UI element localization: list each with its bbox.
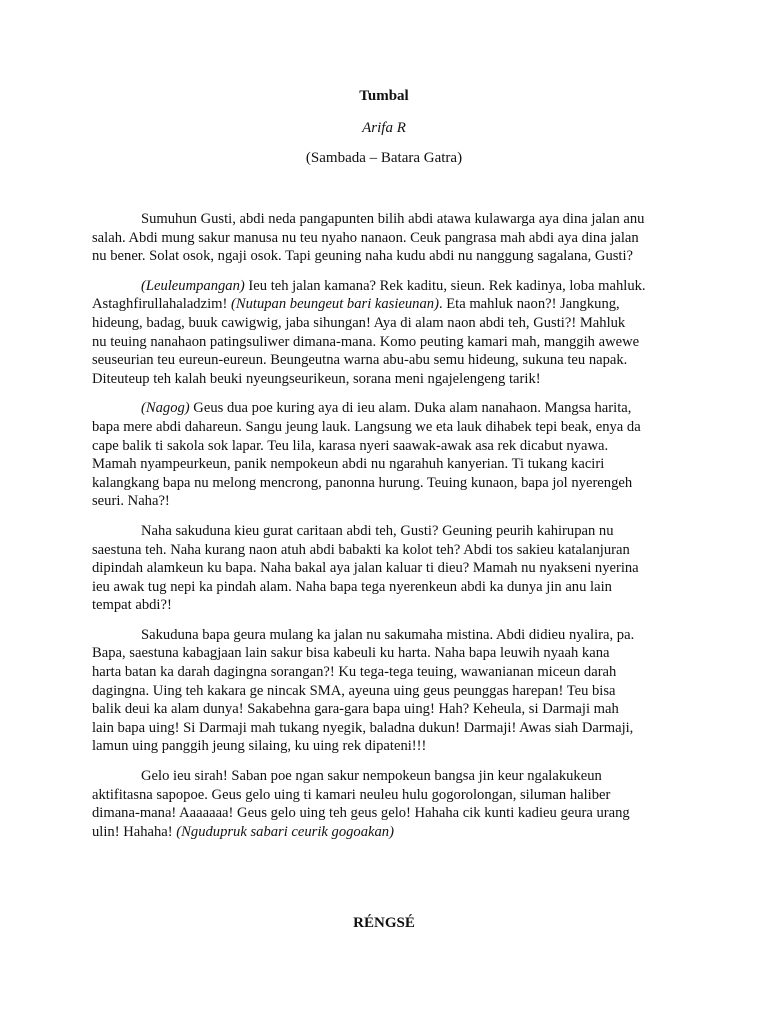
stage-direction: (Nutupan beungeut bari kasieunan) (231, 296, 439, 313)
document-body (92, 210, 680, 852)
paragraph-text: Geus dua poe kuring aya di ieu alam. Duka alam nanahaon. Mangsa harita, bapa mere abdi dahareun. Sangu jeung lauk. Langsung we eta lauk dihabek tepi beak, enya da cape balik ti sakola sok lapar. Teu lila, karasa nyeri saawak-awak asa rek dicabut nyawa. Mamah nyampeurkeun, panik nempokeun abdi nu ngarahuh kanyerian. Ti tukang kaciri kalangkang bapa nu melong mencrong, panonna hurung. Teuing kunaon, bapa jol nyerengeh seuri. Naha?! (92, 400, 641, 510)
paragraph-1 (92, 210, 680, 266)
paragraph-6 (92, 767, 680, 841)
paragraph-text: Gelo ieu sirah! Saban poe ngan sakur nempokeun bangsa jin keur ngalakukeun aktifitasna sapopoe. Geus gelo uing ti kamari neuleu hulu gogorolongan, siluman haliber dimana-mana! Aaaaaaa! Geus gelo uing teh geus gelo! Hahaha cik kunti kadieu geura urang ulin! Hahaha! (92, 768, 630, 840)
stage-direction: (Leuleumpangan) (141, 277, 245, 294)
paragraph-2 (92, 277, 680, 389)
paragraph-4 (92, 522, 680, 615)
closing-mark: RÉNGSÉ (353, 915, 415, 931)
paragraph-text: Naha sakuduna kieu gurat caritaan abdi teh, Gusti? Geuning peurih kahirupan nu saestuna teh. Naha kurang naon atuh abdi babakti ka kolot teh? Abdi tos sakieu katalanjuran dipindah alamkeun ku bapa. Naha bakal aya jalan kaluar ti dieu? Mamah nu nyakseni nyerina ieu awak tug nepi ka pindah alam. Naha bapa tega nyerenkeun abdi ka dunya jin anu lain tempat abdi?! (92, 522, 639, 614)
paragraph-text: Sumuhun Gusti, abdi neda pangapunten bilih abdi atawa kulawarga aya dina jalan anu salah. Abdi mung sakur manusa nu teu nyaho nanaon. Ceuk pangrasa mah abdi aya dina jalan nu bener. Solat osok, ngaji osok. Tapi geuning naha kudu abdi nu nanggung sagalana, Gusti? (92, 211, 645, 265)
stage-direction: (Nagog) (141, 400, 190, 417)
paragraph-5 (92, 626, 680, 756)
paragraph-3 (92, 399, 680, 511)
paragraph-text: Ieu teh jalan kamana? Rek kaditu, sieun. Rek kadinya, loba mahluk. Astaghfirullahaladzim! (92, 277, 646, 313)
paragraph-text: . Eta mahluk naon?! Jangkung, hideung, badag, buuk cawigwig, jaba sihungan! Aya di alam naon abdi teh, Gusti?! Mahluk nu teuing nanahaon patingsuliwer dimana-mana. Komo peuting kamari mah, manggih awewe seuseurian teu eureun-eureun. Beungeutna warna abu-abu semu hideung, sukuna teu napak. Diteuteup teh kalah beuki nyeungseurikeun, sorana meni ngajelengeng tarik! (92, 296, 640, 387)
paragraph-text: Sakuduna bapa geura mulang ka jalan nu sakumaha mistina. Abdi didieu nyalira, pa. Bapa, saestuna kabagjaan lain sakur bisa kabeuli ku harta. Naha bapa leuwih nyaah kana harta batan ka darah dagingna sorangan?! Ku tega-tega teuing, wawanianan miceun darah dagingna. Uing teh kakara ge nincak SMA, ayeuna uing geus peunggas harepan! Teu bisa balik deui ka alam dunya! Sakabehna gara-gara bapa uing! Hah? Keheula, si Darmaji mah lain bapa uing! Si Darmaji mah tukang nyegik, baladna dukun! Darmaji! Awas siah Darmaji, lamun uing panggih jeung silaing, ku uing rek dipateni!!! (92, 626, 635, 755)
document-author: Arifa R (362, 120, 406, 136)
document-title: Tumbal (359, 88, 409, 104)
document-source: (Sambada – Batara Gatra) (305, 150, 463, 166)
stage-direction: (Ngudupruk sabari ceurik gogoakan) (176, 823, 394, 840)
